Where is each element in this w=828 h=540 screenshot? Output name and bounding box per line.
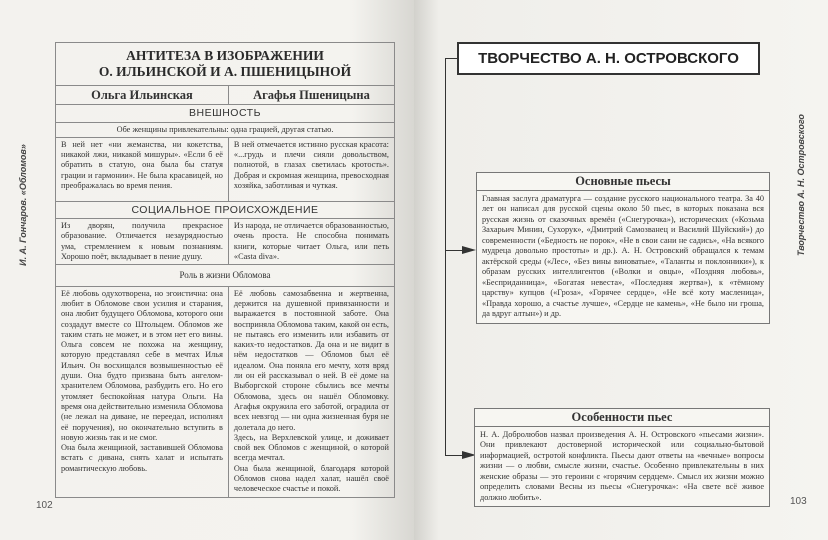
arrow-icon — [462, 246, 476, 254]
cell-paragraph: Она была женщиной, благодаря которой Обломов снова надел халат, нашёл своё человеческое счастье и покой. — [233, 463, 389, 494]
page-number: 103 — [790, 496, 807, 507]
title-line: АНТИТЕЗА В ИЗОБРАЖЕНИИ — [126, 48, 324, 63]
connector-line — [445, 58, 446, 456]
box-text: Главная заслуга драматурга — создание русского национального театра. За 40 лет он написал для русской сцены около 50 пьес, в которых показана вся русская жизнь от сказочных времён («Снегурочка»), исторических («Козьма Захарьич Минин, Сухорук», «Дмитрий Самозванец и Василий Шуйский») до современности («Бедность не порок», «Не в свои сани не садись», «На всякого мудреца довольно простоты» и др.). А. Н. Островский обращался к темам актёрской среды («Лес», «Без вины виноватые», «Таланты и поклонники»), к образам русских интеллигентов («Волки и овцы», «Поздняя любовь», «Бесприданница», «Богатая невеста», «Последняя жертва»), к «тёмному царству» купцов («Гроза», «Горячее сердце», «Не всё коту масленица», «Правда хорошо, а счастье лучше», «Сердце не камень», «Не было ни гроша, да вдруг алтын») и др. — [482, 193, 764, 318]
box-text: Н. А. Добролюбов назвал произведения А. Н. Островского «пьесами жизни». Они привлекают достоверной исторической или социально-бытовой информацией, остротой конфликта. Пьесы дают ответы на «вечные» вопросы жизни — о любви, смысле жизни, счастье. Особенно привлекательны в них женские образы — это героини с «горячим сердцем». Смысл их жизни можно определить словами Весны из пьесы «Снегурочка»: «На свете всё живое должно любить». — [480, 429, 764, 502]
agafya-cell — [228, 286, 394, 497]
chapter-title: ТВОРЧЕСТВО А. Н. ОСТРОВСКОГО — [457, 42, 760, 75]
table-title — [56, 43, 395, 86]
section-heading: СОЦИАЛЬНОЕ ПРОИСХОЖДЕНИЕ — [56, 201, 395, 218]
section-heading: Роль в жизни Обломова — [56, 265, 395, 286]
running-head: Творчество А. Н. Островского — [796, 114, 806, 256]
common-row: Обе женщины привлекательны: одна грацией, другая статью. — [56, 122, 395, 137]
main-plays-box — [476, 172, 770, 324]
olga-cell: В ней нет «ни жеманства, ни кокетства, никакой лжи, никакой мишуры». «Если б её обратить в статую, она была бы статуя грации и гармонии». Не была красавицей, но преображалась во время пения. — [56, 137, 229, 201]
features-box — [474, 408, 770, 507]
cell-paragraph: Здесь, на Верхлевской улице, и доживает свой век Обломов с женщиной, о которой всегда мечтал. — [233, 432, 389, 463]
box-title: Основные пьесы — [477, 173, 769, 191]
cell-paragraph: Её любовь одухотворена, но эгоистична: она любит в Обломове свои усилия и старания, она любит будущего Обломова, которого они создадут вместе со Штольцем. Обломов же таким стать не может, и в этом нет его вины. Ольга совсем не похожа на женщину, которую представлял себе в мечтах Илья Ильич. Он восхищался возвышенностью её души. Она будто призвана быть ангелом-хранителем Обломова, разбудить его. Но его утомляет беспокойная натура Ольги. На время она действительно изменила Обломова (не лежал на диване, не переедал, исполнял её поручения), но окончательно вступить в новую жизнь так и не смог. — [61, 288, 223, 442]
box-title: Особенности пьес — [475, 409, 769, 427]
connector-line — [445, 58, 457, 59]
agafya-cell: Из народа, не отличается образованностью, очень проста. Не способна понимать книги, которые читает Ольга, или петь «Casta diva». — [228, 219, 394, 265]
olga-cell — [56, 286, 229, 497]
column-header-olga: Ольга Ильинская — [56, 86, 229, 105]
section-heading: ВНЕШНОСТЬ — [56, 105, 395, 122]
right-page — [414, 0, 828, 540]
antithesis-table — [55, 42, 395, 498]
cell-paragraph: Её любовь самозабвенна и жертвенна, держится на душевной привязанности и выражается в постоянной заботе. Она восприняла Обломова таким, какой он есть, не пытаясь его изменить или избавить от каких-то недостатков. Да она и не видит в нём недостатков — Обломов был её идеалом. Она поняла его мечту, хотя вряд ли он ей рассказывал о ней. В её доме на Выборгской стороне сбылись все мечты Обломова, здесь он нашёл Обломовку. Агафья окружила его заботой, оградила от всех невзгод — ни одна жизненная буря не долетала до него. — [233, 288, 389, 432]
cell-paragraph: Она была женщиной, заставившей Обломова встать с дивана, снять халат и испытать романтическую любовь. — [61, 443, 223, 473]
agafya-cell: В ней отмечается истинно русская красота: «...грудь и плечи сияли довольством, полнотой, в глазах светилась кротость». Добрая и скромная женщина, превосходная хозяйка, заботливая и чуткая. — [228, 137, 394, 201]
page-number: 102 — [36, 500, 53, 511]
title-line: О. ИЛЬИНСКОЙ И А. ПШЕНИЦЫНОЙ — [98, 64, 352, 79]
column-header-agafya: Агафья Пшеницына — [228, 86, 394, 105]
olga-cell: Из дворян, получила прекрасное образование. Отличается незаурядностью ума, стремлением к новым познаниям. Хорошо поёт, вкладывает в пение душу. — [56, 219, 229, 265]
running-head: И. А. Гончаров. «Обломов» — [18, 144, 28, 266]
